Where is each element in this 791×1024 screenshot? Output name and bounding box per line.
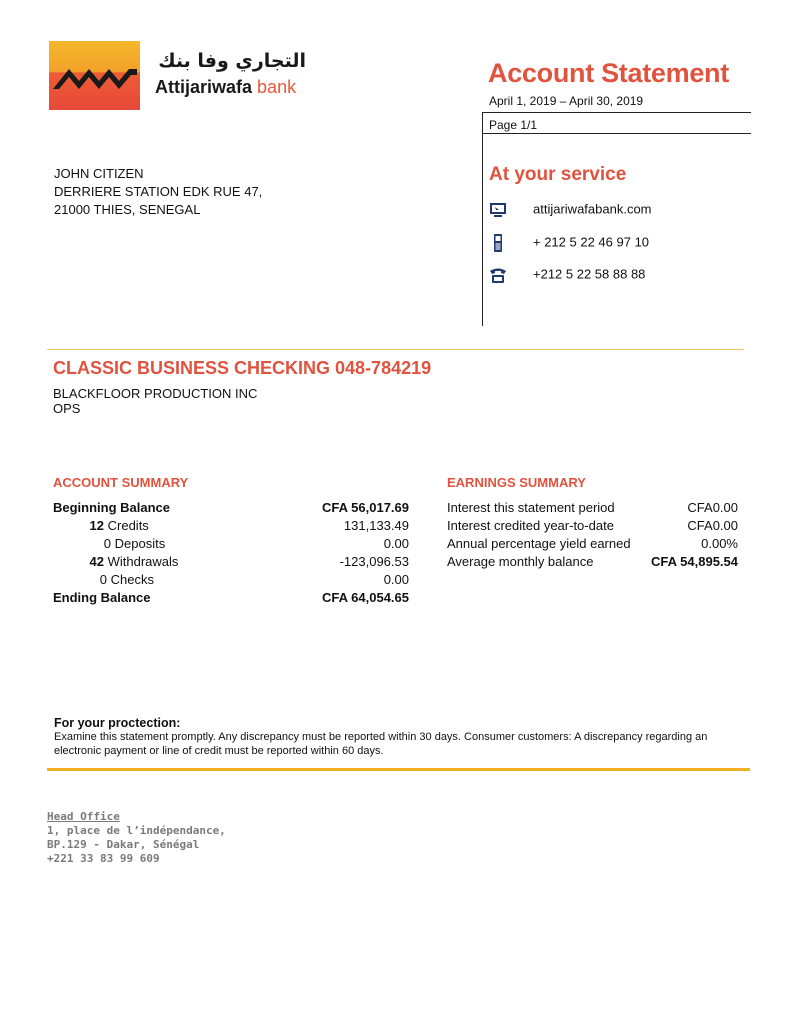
service-phone[interactable] <box>489 266 645 284</box>
earnings-summary-heading: EARNINGS SUMMARY <box>447 475 586 490</box>
protection-text: Examine this statement promptly. Any discrepancy must be reported within 30 days. Consumer customers: A discrepancy regarding an electronic payment or line of credit must be reported within 60 days. <box>54 731 708 757</box>
earnings-value: CFA0.00 <box>687 500 738 515</box>
head-office-phone: +221 33 83 99 609 <box>47 852 160 865</box>
earnings-label: Annual percentage yield earned <box>447 536 631 551</box>
service-website[interactable] <box>489 201 652 219</box>
address-line: 21000 THIES, SENEGAL <box>54 202 201 217</box>
bank-name-arabic: التجاري وفا بنك <box>158 50 306 72</box>
head-office-line: BP.129 - Dakar, Sénégal <box>47 838 200 851</box>
account-title: CLASSIC BUSINESS CHECKING 048-784219 <box>53 358 432 378</box>
head-office-heading: Head Office <box>47 810 120 823</box>
earnings-row <box>447 500 738 518</box>
protection-heading: For your proctection: <box>54 716 181 730</box>
account-summary-table <box>53 500 409 608</box>
earnings-label: Interest credited year-to-date <box>447 518 614 533</box>
withdrawals-count: 42 <box>89 554 104 569</box>
account-summary-heading: ACCOUNT SUMMARY <box>53 475 189 490</box>
header-divider <box>482 133 751 134</box>
ending-balance-value: CFA 64,054.65 <box>322 590 409 605</box>
earnings-value: CFA0.00 <box>687 518 738 533</box>
beginning-balance-label: Beginning Balance <box>53 500 171 515</box>
credits-count: 12 <box>89 518 104 533</box>
bank-name-bold: Attijariwafa <box>155 77 253 97</box>
deposits-value: 0.00 <box>383 536 409 551</box>
summary-row <box>53 572 409 590</box>
service-title: At your service <box>489 164 627 185</box>
withdrawals-value: -123,096.53 <box>339 554 409 569</box>
earnings-row <box>447 554 738 572</box>
beginning-balance-value: CFA 56,017.69 <box>322 500 409 515</box>
ending-balance-label: Ending Balance <box>53 590 151 605</box>
service-phone-text: +212 5 22 58 88 88 <box>533 266 646 282</box>
credits-value: 131,133.49 <box>343 518 409 533</box>
head-office-footer <box>47 810 226 866</box>
vertical-divider <box>482 112 483 326</box>
checks-count: 0 <box>99 572 107 587</box>
head-office-line: 1, place de l’indépendance, <box>47 824 226 837</box>
credits-label: Credits <box>107 518 149 533</box>
page-number: Page 1/1 <box>489 118 538 132</box>
earnings-label: Average monthly balance <box>447 554 594 569</box>
header-divider <box>482 112 751 113</box>
earnings-label: Interest this statement period <box>447 500 615 515</box>
deposits-count: 0 <box>103 536 111 551</box>
deposits-label: Deposits <box>114 536 166 551</box>
address-line: DERRIERE STATION EDK RUE 47, <box>54 184 263 199</box>
earnings-value: CFA 54,895.54 <box>651 554 738 569</box>
bank-logo-icon <box>49 41 140 110</box>
summary-row <box>53 500 409 518</box>
service-mobile[interactable] <box>489 234 649 252</box>
statement-title: Account Statement <box>488 58 729 88</box>
bank-name <box>155 77 296 98</box>
earnings-value: 0.00% <box>701 536 738 551</box>
checks-label: Checks <box>110 572 154 587</box>
customer-address <box>54 165 262 219</box>
mobile-phone-icon <box>489 234 507 252</box>
withdrawals-label: Withdrawals <box>107 554 179 569</box>
footer-divider <box>47 768 750 771</box>
summary-row <box>53 518 409 536</box>
checks-value: 0.00 <box>383 572 409 587</box>
section-divider <box>47 349 744 350</box>
protection-notice <box>54 716 744 758</box>
customer-name: JOHN CITIZEN <box>54 166 144 181</box>
account-holder-sub: OPS <box>53 401 81 416</box>
summary-row <box>53 554 409 572</box>
earnings-summary-table <box>447 500 738 572</box>
summary-row <box>53 536 409 554</box>
computer-icon <box>489 201 507 219</box>
telephone-icon <box>489 266 507 284</box>
service-website-text: attijariwafabank.com <box>533 201 652 217</box>
summary-row <box>53 590 409 608</box>
bank-name-light: bank <box>257 77 297 97</box>
account-holder-name: BLACKFLOOR PRODUCTION INC <box>53 386 258 401</box>
account-holder <box>53 386 257 416</box>
earnings-row <box>447 536 738 554</box>
earnings-row <box>447 518 738 536</box>
service-mobile-text: + 212 5 22 46 97 10 <box>533 234 650 250</box>
statement-period: April 1, 2019 – April 30, 2019 <box>489 94 644 108</box>
